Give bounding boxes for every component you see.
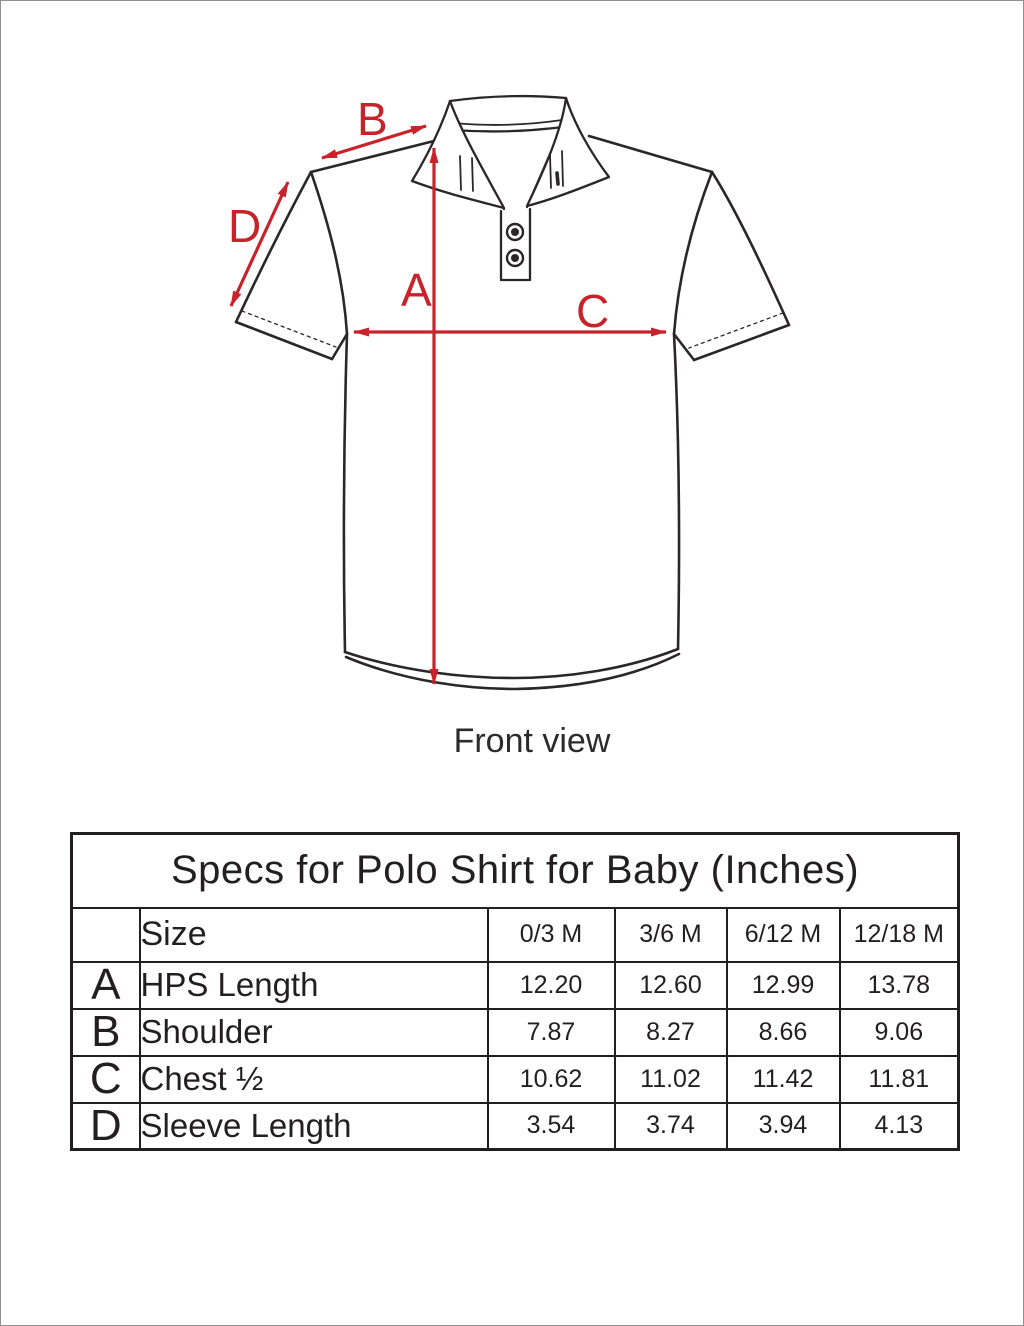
- button: [507, 224, 523, 240]
- spec-value: 12.60: [615, 962, 727, 1009]
- dimension-label-a: A: [401, 264, 432, 316]
- row-spec-name: Chest ½: [140, 1056, 488, 1103]
- row-letter: B: [72, 1009, 140, 1056]
- collar: [412, 96, 609, 209]
- spec-table: [70, 832, 960, 1151]
- row-spec-name: Sleeve Length: [140, 1103, 488, 1150]
- shirt-body: [311, 136, 712, 689]
- size-label: Size: [140, 908, 488, 962]
- dimension-label-b: B: [357, 93, 388, 145]
- spec-value: 11.81: [840, 1056, 959, 1103]
- dimension-label-d: D: [228, 200, 262, 252]
- row-spec-name: Shoulder: [140, 1009, 488, 1056]
- right-cuff-stitch-line: [689, 313, 783, 348]
- spec-value: 10.62: [488, 1056, 615, 1103]
- row-letter: C: [72, 1056, 140, 1103]
- size-col-header: 3/6 M: [615, 908, 727, 962]
- table-row: [72, 962, 959, 1009]
- spec-value: 3.74: [615, 1103, 727, 1150]
- spec-value: 3.54: [488, 1103, 615, 1150]
- spec-value: 4.13: [840, 1103, 959, 1150]
- spec-value: 9.06: [840, 1009, 959, 1056]
- spec-value: 8.66: [727, 1009, 840, 1056]
- table-title: Specs for Polo Shirt for Baby (Inches): [72, 834, 959, 908]
- dimension-label-c: C: [576, 285, 610, 337]
- hem-bottom-line: [346, 654, 679, 689]
- button: [507, 250, 523, 266]
- empty-corner-cell: [72, 908, 140, 962]
- spec-value: 12.20: [488, 962, 615, 1009]
- polo-shirt-drawing: [1, 1, 1024, 801]
- spec-value: 13.78: [840, 962, 959, 1009]
- front-view-caption: Front view: [453, 722, 611, 760]
- placket: [501, 209, 530, 280]
- table-title-row: [72, 834, 959, 908]
- table-row: [72, 1103, 959, 1150]
- spec-table-section: [70, 832, 957, 1151]
- row-spec-name: HPS Length: [140, 962, 488, 1009]
- size-header-row: [72, 908, 959, 962]
- spec-value: 12.99: [727, 962, 840, 1009]
- spec-value: 11.02: [615, 1056, 727, 1103]
- table-row: [72, 1056, 959, 1103]
- spec-value: 3.94: [727, 1103, 840, 1150]
- row-letter: A: [72, 962, 140, 1009]
- table-row: [72, 1009, 959, 1056]
- collar-buttonhole: [557, 173, 558, 184]
- size-col-header: 12/18 M: [840, 908, 959, 962]
- spec-value: 8.27: [615, 1009, 727, 1056]
- spec-value: 7.87: [488, 1009, 615, 1056]
- size-col-header: 0/3 M: [488, 908, 615, 962]
- size-col-header: 6/12 M: [727, 908, 840, 962]
- spec-value: 11.42: [727, 1056, 840, 1103]
- row-letter: D: [72, 1103, 140, 1150]
- right-sleeve: [674, 172, 789, 360]
